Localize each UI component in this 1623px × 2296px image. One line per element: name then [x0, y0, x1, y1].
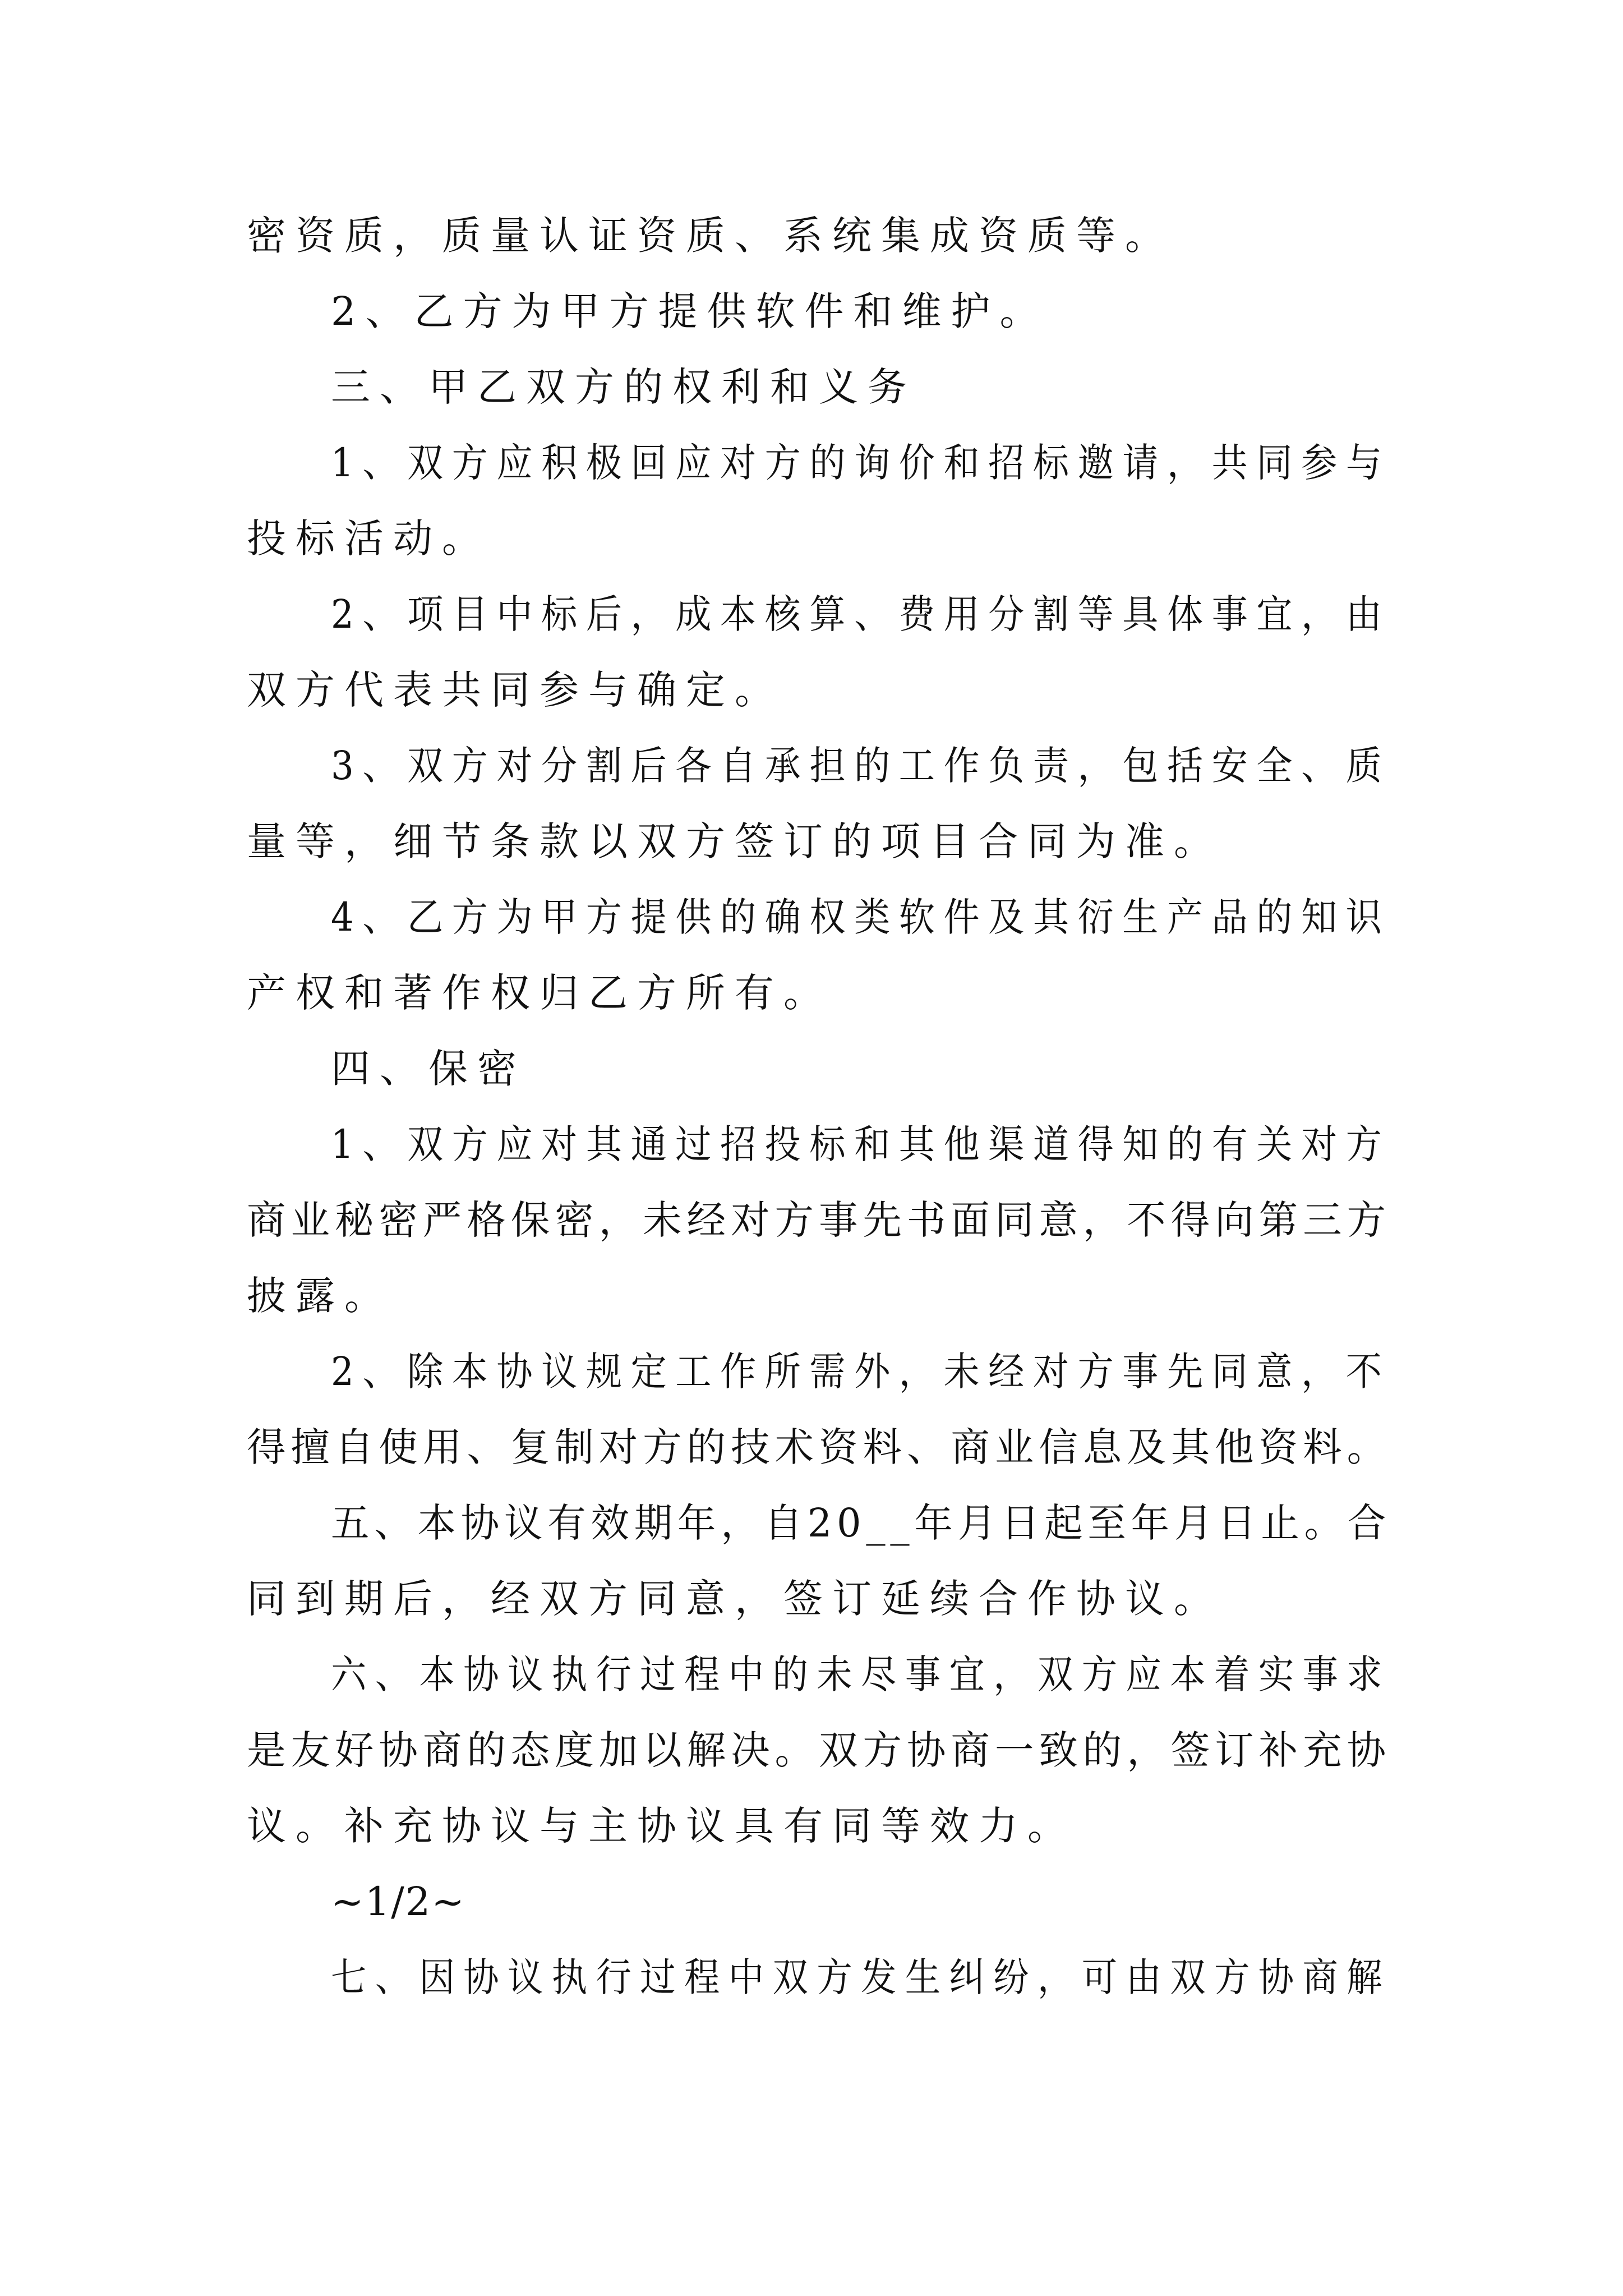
text-line: 2、乙方为甲方提供软件和维护。	[331, 288, 1049, 334]
text-line: 2、项目中标后，成本核算、费用分割等具体事宜，由	[331, 591, 1391, 637]
text-line: 是友好协商的态度加以解决。双方协商一致的，签订补充协	[247, 1727, 1391, 1773]
text-line: 披露。	[247, 1273, 393, 1319]
text-line: 双方代表共同参与确定。	[247, 667, 783, 713]
text-line: 1、双方应对其通过招投标和其他渠道得知的有关对方	[331, 1121, 1391, 1167]
text-line: 产权和著作权归乙方所有。	[247, 970, 832, 1016]
text-line: 议。补充协议与主协议具有同等效力。	[247, 1803, 1076, 1849]
text-line: 量等，细节条款以双方签订的项目合同为准。	[247, 818, 1223, 864]
section-heading: 三、甲乙双方的权利和义务	[331, 364, 916, 410]
text-line: 密资质，质量认证资质、系统集成资质等。	[247, 213, 1174, 259]
text-line: 七、因协议执行过程中双方发生纠纷，可由双方协商解	[331, 1954, 1391, 2000]
text-line: 得擅自使用、复制对方的技术资料、商业信息及其他资料。	[247, 1424, 1391, 1470]
section-heading: 四、保密	[331, 1046, 526, 1092]
page-number: ~1/2~	[331, 1879, 465, 1925]
text-line: 六、本协议执行过程中的未尽事宜，双方应本着实事求	[331, 1651, 1391, 1697]
text-line: 五、本协议有效期年，自20__年月日起至年月日止。合	[331, 1500, 1391, 1546]
text-line: 1、双方应积极回应对方的询价和招标邀请，共同参与	[331, 440, 1391, 486]
text-line: 商业秘密严格保密，未经对方事先书面同意，不得向第三方	[247, 1197, 1391, 1243]
text-line: 3、双方对分割后各自承担的工作负责，包括安全、质	[331, 743, 1391, 789]
text-line: 投标活动。	[247, 516, 491, 562]
text-line: 同到期后，经双方同意，签订延续合作协议。	[247, 1576, 1223, 1622]
text-line: 4、乙方为甲方提供的确权类软件及其衍生产品的知识	[331, 894, 1391, 940]
text-line: 2、除本协议规定工作所需外，未经对方事先同意，不	[331, 1349, 1391, 1395]
